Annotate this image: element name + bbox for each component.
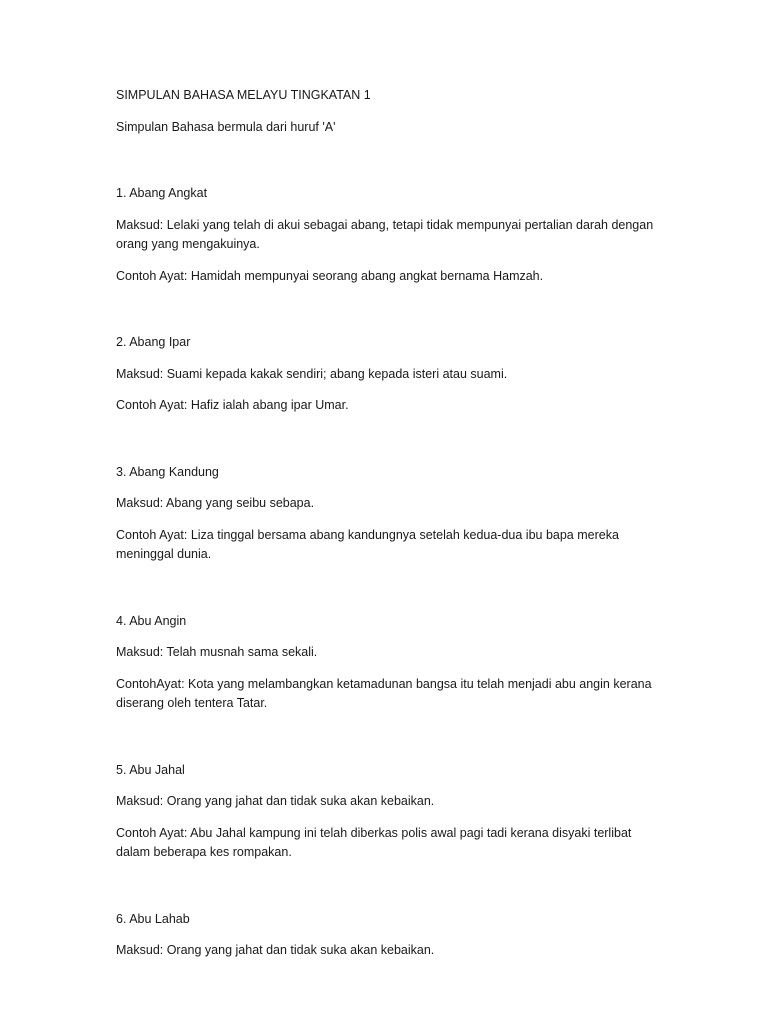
entry-meaning: Maksud: Orang yang jahat dan tidak suka akan kebaikan.: [116, 794, 435, 808]
entry-example: ContohAyat: Kota yang melambangkan ketamadunan bangsa itu telah menjadi abu angin kerana diserang oleh tentera Tatar.: [116, 676, 652, 710]
document-body: [116, 86, 656, 973]
entry-meaning: Maksud: Lelaki yang telah di akui sebagai abang, tetapi tidak mempunyai pertalian darah dengan orang yang mengakuinya.: [116, 217, 654, 251]
entry-heading: 3. Abang Kandung: [116, 464, 219, 479]
entry-meaning: Maksud: Suami kepada kakak sendiri; abang kepada isteri atau suami.: [116, 366, 508, 381]
entry-heading: 4. Abu Angin: [116, 613, 187, 628]
entry-3: [116, 463, 656, 565]
entry-example: Contoh Ayat: Hamidah mempunyai seorang abang angkat bernama Hamzah.: [116, 268, 544, 283]
entry-1: [116, 184, 656, 286]
entry-meaning: Maksud: Abang yang seibu sebapa.: [116, 496, 315, 510]
document-intro: Simpulan Bahasa bermula dari huruf 'A': [116, 119, 336, 134]
entry-example: Contoh Ayat: Abu Jahal kampung ini telah diberkas polis awal pagi tadi kerana disyaki terlibat dalam beberapa kes rompakan.: [116, 825, 632, 859]
entry-6: [116, 910, 656, 961]
entry-4: [116, 612, 656, 714]
entry-meaning: Maksud: Orang yang jahat dan tidak suka akan kebaikan.: [116, 943, 435, 957]
entry-heading: 2. Abang Ipar: [116, 335, 191, 349]
entry-heading: 6. Abu Lahab: [116, 911, 190, 926]
entry-5: [116, 761, 656, 863]
entry-example: Contoh Ayat: Liza tinggal bersama abang kandungnya setelah kedua-dua ibu bapa mereka meninggal dunia.: [116, 527, 619, 561]
document-title: SIMPULAN BAHASA MELAYU TINGKATAN 1: [116, 88, 371, 102]
entry-heading: 5. Abu Jahal: [116, 762, 185, 777]
entry-heading: 1. Abang Angkat: [116, 186, 208, 200]
entry-meaning: Maksud: Telah musnah sama sekali.: [116, 645, 318, 659]
entry-example: Contoh Ayat: Hafiz ialah abang ipar Umar.: [116, 398, 349, 412]
entry-2: [116, 333, 656, 416]
